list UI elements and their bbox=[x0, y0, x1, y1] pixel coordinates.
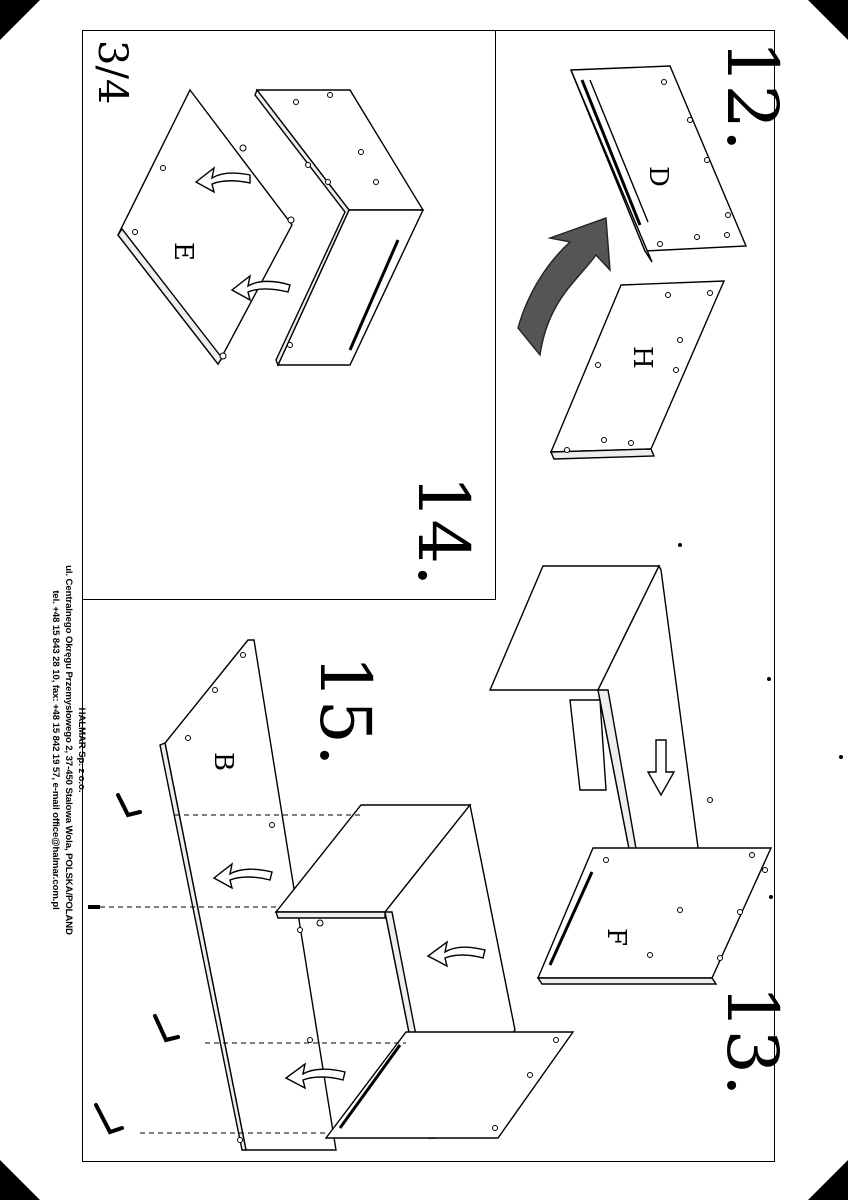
footer-address: ul. Centralnego Okręgu Przemysłowego 2, 37-450 Stalowa Wola, POLSKA/POLAND bbox=[63, 565, 74, 935]
panel-e bbox=[118, 90, 292, 364]
label-f: F bbox=[601, 928, 631, 947]
step-13-drawing bbox=[490, 566, 771, 984]
footer-contact: tel. +48 15 843 28 10, fax: +48 15 842 19 57, e-mail office@halmar.com.pl bbox=[50, 590, 61, 910]
step-14-drawing bbox=[118, 90, 423, 365]
label-b: B bbox=[208, 752, 238, 772]
step-number-12: 12. bbox=[711, 40, 793, 152]
step-number-14: 14. bbox=[402, 475, 484, 587]
page-number: 3/4 bbox=[89, 40, 135, 105]
label-d: D bbox=[643, 166, 673, 187]
move-arrow bbox=[518, 218, 610, 355]
step-number-15: 15. bbox=[304, 655, 386, 767]
footer-company: HALMAR Sp. z o.o. bbox=[76, 707, 87, 793]
step-number-13: 13. bbox=[711, 985, 793, 1097]
label-e: E bbox=[168, 242, 198, 261]
label-h: H bbox=[627, 346, 657, 369]
company-footer bbox=[49, 440, 88, 1060]
